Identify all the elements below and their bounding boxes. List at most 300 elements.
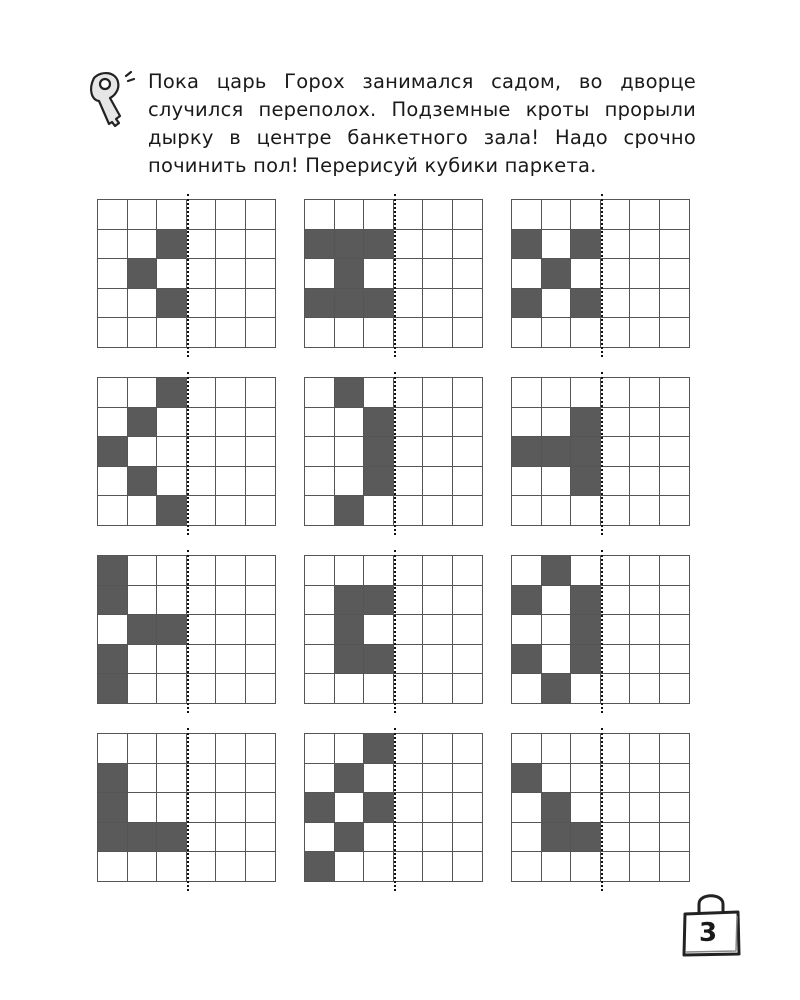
- grid-cell: [157, 556, 187, 586]
- grid-cell: [601, 289, 631, 319]
- grid-cell: [601, 437, 631, 467]
- grid-cell: [216, 734, 246, 764]
- grid-cell: [453, 259, 483, 289]
- filled-cell: [364, 289, 394, 319]
- grid-cell: [542, 467, 572, 497]
- symmetry-axis: [394, 194, 396, 357]
- grid-cell: [216, 764, 246, 794]
- grid-cell: [246, 259, 276, 289]
- filled-cell: [542, 674, 572, 704]
- grid-cell: [394, 230, 424, 260]
- filled-cell: [305, 793, 335, 823]
- grid-cell: [335, 437, 365, 467]
- grid-cell: [246, 586, 276, 616]
- grid-cell: [423, 852, 453, 882]
- filled-cell: [98, 793, 128, 823]
- grid-cell: [98, 615, 128, 645]
- grid-cell: [246, 793, 276, 823]
- filled-cell: [128, 823, 158, 853]
- grid-cell: [423, 408, 453, 438]
- grid-cell: [305, 556, 335, 586]
- grid-cell: [335, 674, 365, 704]
- grid-cell: [453, 408, 483, 438]
- grid-cell: [394, 615, 424, 645]
- grid-cell: [305, 586, 335, 616]
- puzzle-grid: [511, 199, 690, 348]
- grid-cell: [216, 615, 246, 645]
- filled-cell: [335, 230, 365, 260]
- filled-cell: [364, 437, 394, 467]
- filled-cell: [98, 764, 128, 794]
- grid-cell: [128, 200, 158, 230]
- grid-cell: [187, 852, 217, 882]
- grid-cell: [187, 496, 217, 526]
- grid-cell: [157, 645, 187, 675]
- grid-cell: [601, 467, 631, 497]
- grid-cell: [216, 200, 246, 230]
- filled-cell: [364, 734, 394, 764]
- filled-cell: [157, 823, 187, 853]
- grid-cell: [660, 408, 690, 438]
- grid-cell: [601, 793, 631, 823]
- grid-cell: [364, 318, 394, 348]
- puzzle-grid: [304, 555, 483, 704]
- grid-cell: [512, 734, 542, 764]
- puzzle-grid: [97, 199, 276, 348]
- grid-cell: [542, 200, 572, 230]
- grid-cell: [216, 852, 246, 882]
- puzzle-grid: [97, 377, 276, 526]
- filled-cell: [571, 615, 601, 645]
- grid-cell: [571, 556, 601, 586]
- grid-cell: [423, 556, 453, 586]
- grid-cell: [394, 674, 424, 704]
- grid-cell: [187, 645, 217, 675]
- filled-cell: [98, 645, 128, 675]
- grid-cell: [453, 496, 483, 526]
- grid-cell: [187, 318, 217, 348]
- grid-cell: [394, 408, 424, 438]
- grid-cell: [216, 793, 246, 823]
- filled-cell: [128, 615, 158, 645]
- grid-cell: [364, 764, 394, 794]
- grid-cell: [364, 852, 394, 882]
- grid-cell: [246, 823, 276, 853]
- grid-cell: [246, 467, 276, 497]
- grid-cell: [423, 289, 453, 319]
- grid-cell: [187, 259, 217, 289]
- grid-cell: [453, 230, 483, 260]
- grid-cell: [157, 764, 187, 794]
- grid-cell: [216, 823, 246, 853]
- filled-cell: [128, 408, 158, 438]
- grid-cell: [571, 318, 601, 348]
- grid-cell: [364, 674, 394, 704]
- grid-cell: [128, 674, 158, 704]
- grid-cell: [512, 793, 542, 823]
- grid-cell: [630, 408, 660, 438]
- grid-cell: [305, 378, 335, 408]
- grid-cell: [216, 230, 246, 260]
- grid-cell: [601, 734, 631, 764]
- grid-cell: [630, 437, 660, 467]
- grid-cell: [216, 259, 246, 289]
- grid-cell: [364, 259, 394, 289]
- grid-cell: [128, 586, 158, 616]
- grid-cell: [601, 556, 631, 586]
- filled-cell: [335, 586, 365, 616]
- grid-cell: [394, 734, 424, 764]
- grid-cell: [128, 318, 158, 348]
- grid-cell: [187, 674, 217, 704]
- grid-cell: [335, 408, 365, 438]
- grid-cell: [394, 200, 424, 230]
- grid-cell: [512, 259, 542, 289]
- grid-cell: [630, 674, 660, 704]
- puzzle-grid: [511, 377, 690, 526]
- grid-cell: [98, 467, 128, 497]
- grid-cell: [423, 467, 453, 497]
- grid-cell: [453, 615, 483, 645]
- grid-cell: [601, 408, 631, 438]
- grid-cell: [542, 764, 572, 794]
- grid-cell: [601, 615, 631, 645]
- grid-cell: [630, 259, 660, 289]
- grid-cell: [453, 318, 483, 348]
- grid-cell: [512, 556, 542, 586]
- grid-cell: [246, 734, 276, 764]
- grid-cell: [512, 318, 542, 348]
- grid-cell: [128, 793, 158, 823]
- grid-cell: [542, 230, 572, 260]
- filled-cell: [128, 467, 158, 497]
- grid-cell: [187, 764, 217, 794]
- grid-cell: [423, 259, 453, 289]
- task-text: Пока царь Горох занимался садом, во дворце случился переполох. Подземные кроты прорыли дырку в центре банкетного зала! Надо срочно починить пол! Перерисуй кубики паркета.: [148, 70, 696, 177]
- filled-cell: [335, 378, 365, 408]
- grid-cell: [246, 289, 276, 319]
- filled-cell: [364, 408, 394, 438]
- grid-cell: [542, 734, 572, 764]
- grid-cell: [512, 496, 542, 526]
- grid-cell: [246, 674, 276, 704]
- grid-cell: [128, 556, 158, 586]
- grid-cell: [187, 734, 217, 764]
- grid-cell: [660, 230, 690, 260]
- grid-cell: [305, 615, 335, 645]
- grid-cell: [98, 200, 128, 230]
- symmetry-axis: [394, 728, 396, 891]
- filled-cell: [98, 586, 128, 616]
- grid-cell: [246, 556, 276, 586]
- filled-cell: [364, 645, 394, 675]
- grid-cell: [512, 200, 542, 230]
- symmetry-axis: [394, 550, 396, 713]
- grid-cell: [423, 645, 453, 675]
- grid-cell: [512, 674, 542, 704]
- grid-cell: [246, 645, 276, 675]
- grid-cell: [187, 230, 217, 260]
- grid-cell: [157, 408, 187, 438]
- grid-cell: [305, 823, 335, 853]
- grid-cell: [630, 200, 660, 230]
- grid-cell: [335, 318, 365, 348]
- filled-cell: [542, 437, 572, 467]
- grid-cell: [128, 230, 158, 260]
- puzzle-grid: [304, 199, 483, 348]
- grid-cell: [453, 852, 483, 882]
- grid-cell: [423, 793, 453, 823]
- grid-cell: [542, 852, 572, 882]
- grid-cell: [98, 734, 128, 764]
- grid-cell: [542, 318, 572, 348]
- filled-cell: [98, 674, 128, 704]
- grid-cell: [216, 408, 246, 438]
- grid-cell: [601, 823, 631, 853]
- grid-cell: [423, 230, 453, 260]
- grid-cell: [216, 645, 246, 675]
- grid-cell: [660, 734, 690, 764]
- grid-cell: [216, 289, 246, 319]
- symmetry-axis: [187, 194, 189, 357]
- grid-cell: [571, 852, 601, 882]
- grid-cell: [542, 586, 572, 616]
- grid-cell: [187, 378, 217, 408]
- grid-cell: [542, 615, 572, 645]
- filled-cell: [305, 289, 335, 319]
- grid-cell: [630, 793, 660, 823]
- grid-cell: [364, 556, 394, 586]
- grid-cell: [512, 852, 542, 882]
- filled-cell: [512, 437, 542, 467]
- filled-cell: [571, 586, 601, 616]
- filled-cell: [542, 259, 572, 289]
- grid-cell: [394, 764, 424, 794]
- symmetry-axis: [601, 728, 603, 891]
- grid-cell: [157, 586, 187, 616]
- grid-cell: [601, 378, 631, 408]
- grid-cell: [335, 734, 365, 764]
- filled-cell: [305, 852, 335, 882]
- grid-cell: [394, 259, 424, 289]
- filled-cell: [98, 437, 128, 467]
- filled-cell: [542, 793, 572, 823]
- filled-cell: [571, 408, 601, 438]
- grid-cell: [305, 674, 335, 704]
- grid-cell: [660, 823, 690, 853]
- grid-cell: [571, 734, 601, 764]
- grid-cell: [394, 437, 424, 467]
- grid-cell: [601, 674, 631, 704]
- grid-cell: [128, 437, 158, 467]
- grid-cell: [660, 556, 690, 586]
- grid-cell: [601, 852, 631, 882]
- filled-cell: [571, 467, 601, 497]
- grid-cell: [157, 200, 187, 230]
- grid-cell: [660, 378, 690, 408]
- grid-cell: [542, 496, 572, 526]
- grid-cell: [601, 259, 631, 289]
- grid-cell: [453, 556, 483, 586]
- grid-cell: [423, 823, 453, 853]
- grid-cell: [512, 615, 542, 645]
- grid-cell: [157, 259, 187, 289]
- grid-cell: [423, 586, 453, 616]
- grid-cell: [98, 289, 128, 319]
- filled-cell: [98, 823, 128, 853]
- symmetry-axis: [601, 194, 603, 357]
- grid-cell: [453, 289, 483, 319]
- grid-cell: [630, 852, 660, 882]
- puzzle-grid: [304, 733, 483, 882]
- grid-cell: [216, 467, 246, 497]
- grid-cell: [660, 793, 690, 823]
- symmetry-axis: [601, 372, 603, 535]
- grid-cell: [216, 586, 246, 616]
- filled-cell: [335, 615, 365, 645]
- filled-cell: [512, 764, 542, 794]
- grid-cell: [364, 200, 394, 230]
- grid-cell: [660, 318, 690, 348]
- grid-cell: [542, 645, 572, 675]
- grid-cell: [187, 615, 217, 645]
- filled-cell: [157, 289, 187, 319]
- grid-cell: [453, 823, 483, 853]
- symmetry-axis: [187, 728, 189, 891]
- grid-cell: [98, 318, 128, 348]
- grid-cell: [98, 378, 128, 408]
- filled-cell: [157, 496, 187, 526]
- grid-cell: [246, 318, 276, 348]
- grid-cell: [364, 496, 394, 526]
- grid-cell: [423, 674, 453, 704]
- grid-cell: [601, 230, 631, 260]
- filled-cell: [335, 496, 365, 526]
- task-instructions: [148, 68, 696, 180]
- grid-cell: [305, 734, 335, 764]
- puzzle-grid: [97, 733, 276, 882]
- grid-cell: [128, 378, 158, 408]
- grid-cell: [630, 823, 660, 853]
- grid-cell: [660, 645, 690, 675]
- grid-cell: [157, 437, 187, 467]
- grid-cell: [98, 852, 128, 882]
- grid-cell: [246, 852, 276, 882]
- grid-cell: [423, 615, 453, 645]
- grid-cell: [660, 764, 690, 794]
- grid-cell: [187, 437, 217, 467]
- grid-cell: [630, 556, 660, 586]
- grid-cell: [630, 645, 660, 675]
- grid-cell: [128, 764, 158, 794]
- grid-cell: [187, 289, 217, 319]
- grid-cell: [601, 496, 631, 526]
- grid-cell: [187, 823, 217, 853]
- symmetry-axis: [601, 550, 603, 713]
- filled-cell: [512, 645, 542, 675]
- symmetry-axis: [187, 372, 189, 535]
- filled-cell: [157, 378, 187, 408]
- puzzle-grid: [511, 733, 690, 882]
- grid-cell: [157, 318, 187, 348]
- grid-cell: [601, 764, 631, 794]
- grid-cell: [216, 674, 246, 704]
- filled-cell: [512, 230, 542, 260]
- grid-cell: [660, 586, 690, 616]
- grid-cell: [246, 200, 276, 230]
- grid-cell: [305, 259, 335, 289]
- grid-cell: [423, 378, 453, 408]
- grid-cell: [187, 793, 217, 823]
- grid-cell: [246, 764, 276, 794]
- grid-cell: [157, 467, 187, 497]
- grid-cell: [453, 734, 483, 764]
- filled-cell: [571, 230, 601, 260]
- grid-cell: [423, 764, 453, 794]
- grid-cell: [394, 852, 424, 882]
- grid-cell: [246, 496, 276, 526]
- grid-cell: [571, 259, 601, 289]
- grid-cell: [453, 674, 483, 704]
- grid-cell: [128, 645, 158, 675]
- grid-cell: [453, 645, 483, 675]
- grid-cell: [364, 823, 394, 853]
- grid-cell: [571, 496, 601, 526]
- grid-cell: [512, 823, 542, 853]
- grid-cell: [630, 615, 660, 645]
- grid-cell: [157, 674, 187, 704]
- grid-cell: [187, 467, 217, 497]
- grid-cell: [512, 467, 542, 497]
- grid-cell: [128, 852, 158, 882]
- filled-cell: [98, 556, 128, 586]
- grid-cell: [157, 852, 187, 882]
- grid-cell: [98, 259, 128, 289]
- grid-cell: [305, 645, 335, 675]
- grid-cell: [660, 615, 690, 645]
- filled-cell: [542, 556, 572, 586]
- grid-cell: [423, 318, 453, 348]
- filled-cell: [512, 289, 542, 319]
- grid-cell: [571, 378, 601, 408]
- grid-cell: [394, 289, 424, 319]
- filled-cell: [364, 586, 394, 616]
- grid-cell: [453, 764, 483, 794]
- grid-cell: [512, 408, 542, 438]
- grid-cell: [630, 318, 660, 348]
- filled-cell: [335, 823, 365, 853]
- grid-cell: [630, 289, 660, 319]
- grid-cell: [394, 645, 424, 675]
- filled-cell: [571, 289, 601, 319]
- grid-cell: [453, 200, 483, 230]
- grid-cell: [128, 289, 158, 319]
- symmetry-axis: [394, 372, 396, 535]
- grid-cell: [187, 586, 217, 616]
- filled-cell: [128, 259, 158, 289]
- grid-cell: [660, 200, 690, 230]
- grid-cell: [305, 318, 335, 348]
- filled-cell: [364, 230, 394, 260]
- grid-cell: [423, 437, 453, 467]
- filled-cell: [335, 289, 365, 319]
- grid-cell: [394, 556, 424, 586]
- grid-cell: [394, 318, 424, 348]
- grid-cell: [216, 437, 246, 467]
- grid-cell: [128, 734, 158, 764]
- grid-cell: [394, 467, 424, 497]
- grid-cell: [305, 408, 335, 438]
